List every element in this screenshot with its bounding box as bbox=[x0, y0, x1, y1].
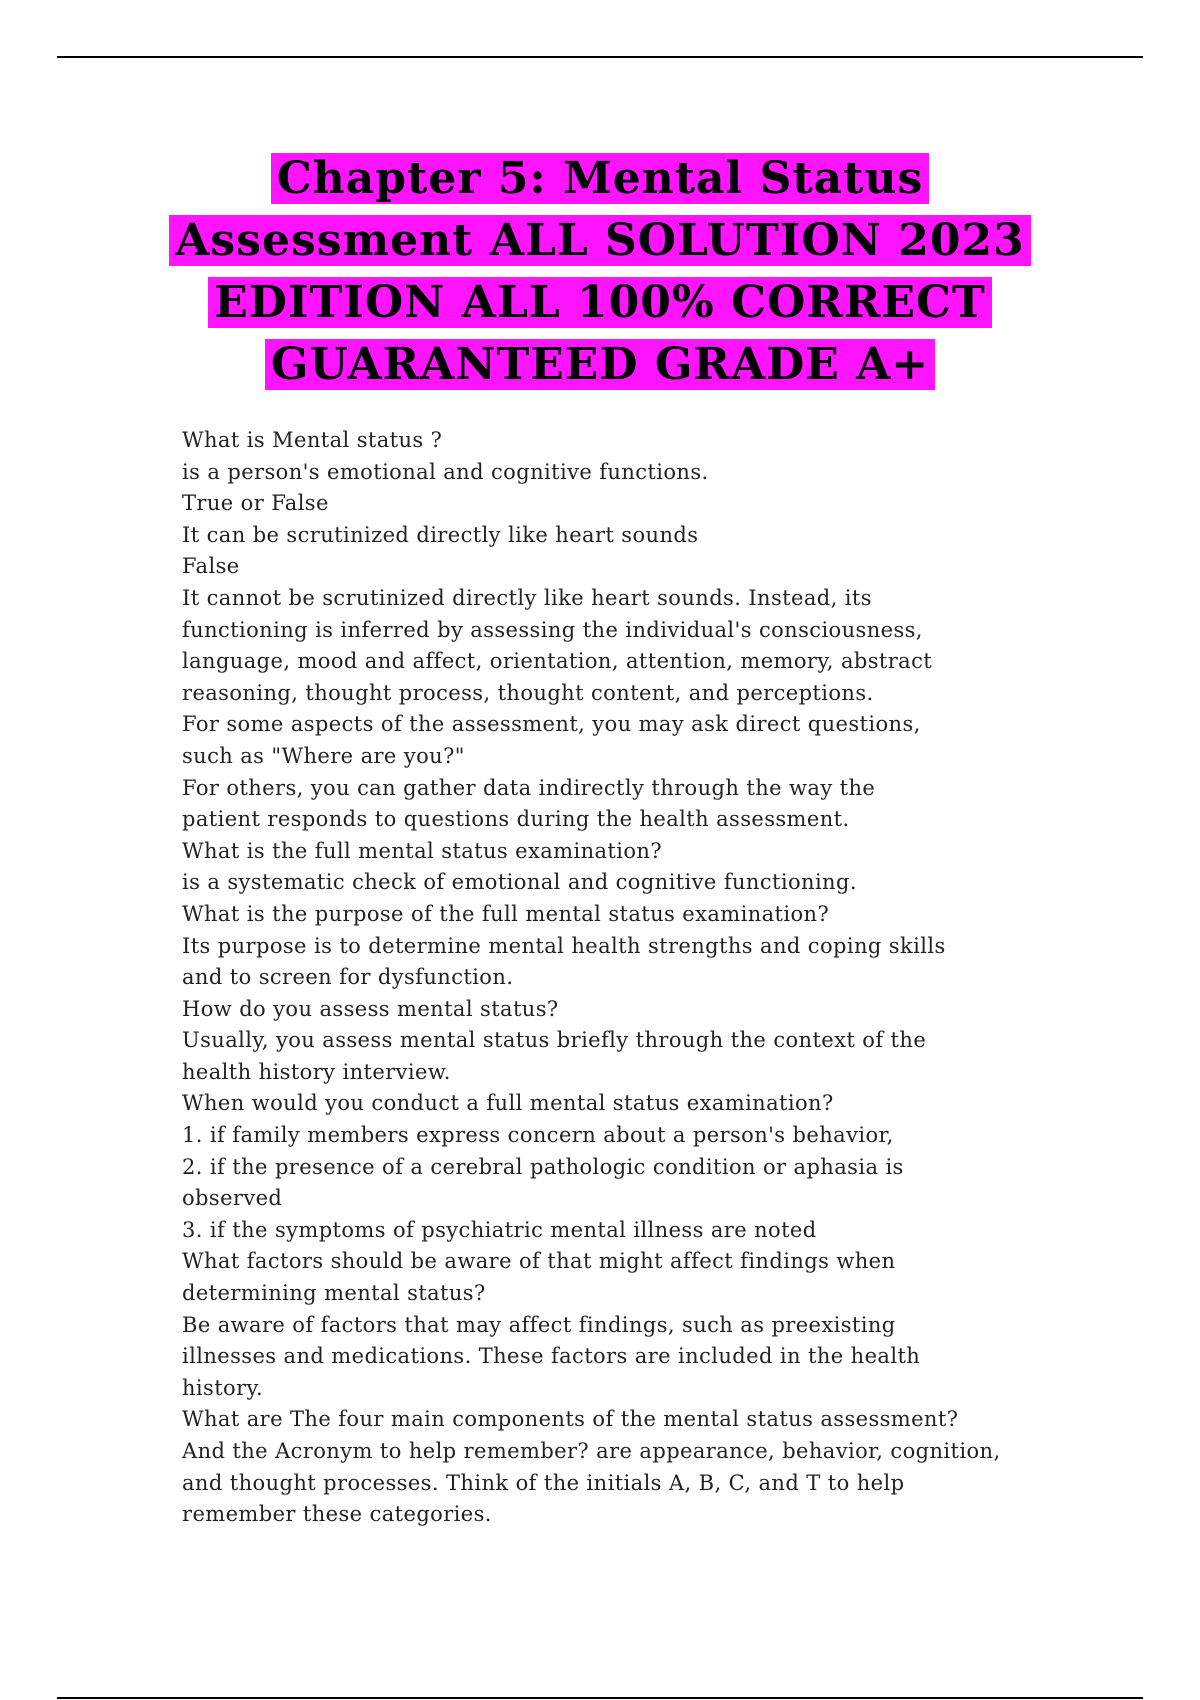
body-line: and to screen for dysfunction. bbox=[182, 965, 514, 990]
body-line: 2. if the presence of a cerebral pathologic condition or aphasia is bbox=[182, 1154, 904, 1179]
body-line: False bbox=[182, 554, 240, 579]
body-line: And the Acronym to help remember? are appearance, behavior, cognition, bbox=[182, 1439, 1001, 1463]
body-line: What is the purpose of the full mental status examination? bbox=[182, 901, 830, 926]
body-line: Its purpose is to determine mental health strengths and coping skills bbox=[182, 933, 946, 958]
body-line: patient responds to questions during the health assessment. bbox=[182, 807, 850, 832]
body-line: functioning is inferred by assessing the individual's consciousness, bbox=[182, 617, 923, 642]
body-line: What is Mental status ? bbox=[182, 428, 443, 452]
body-line: What are The four main components of the mental status assessment? bbox=[182, 1407, 959, 1432]
body-line: It can be scrutinized directly like heart sounds bbox=[182, 522, 699, 547]
body-line: reasoning, thought process, thought content, and perceptions. bbox=[182, 680, 874, 705]
body-line: determining mental status? bbox=[182, 1281, 486, 1306]
body-line: language, mood and affect, orientation, attention, memory, abstract bbox=[182, 649, 933, 674]
title-line: Chapter 5: Mental Status bbox=[0, 148, 1200, 210]
document-body bbox=[182, 425, 1062, 1531]
body-line: 3. if the symptoms of psychiatric mental illness are noted bbox=[182, 1217, 817, 1242]
body-line: Be aware of factors that may affect findings, such as preexisting bbox=[182, 1312, 896, 1337]
title-line: EDITION ALL 100% CORRECT bbox=[0, 272, 1200, 334]
title-line: Assessment ALL SOLUTION 2023 bbox=[0, 210, 1200, 272]
body-line: Usually, you assess mental status briefly through the context of the bbox=[182, 1028, 927, 1053]
body-line: 1. if family members express concern about a person's behavior, bbox=[182, 1123, 894, 1148]
body-line: How do you assess mental status? bbox=[182, 996, 559, 1021]
body-line: is a person's emotional and cognitive functions. bbox=[182, 459, 709, 484]
body-line: It cannot be scrutinized directly like heart sounds. Instead, its bbox=[182, 585, 872, 610]
body-line: For some aspects of the assessment, you may ask direct questions, bbox=[182, 712, 921, 737]
body-line: observed bbox=[182, 1186, 283, 1211]
body-line: illnesses and medications. These factors are included in the health bbox=[182, 1344, 921, 1369]
body-line: health history interview. bbox=[182, 1059, 451, 1084]
document-title bbox=[0, 148, 1200, 396]
body-line: When would you conduct a full mental status examination? bbox=[182, 1091, 834, 1116]
title-line: GUARANTEED GRADE A+ bbox=[0, 334, 1200, 396]
body-line: history. bbox=[182, 1375, 264, 1400]
top-rule bbox=[57, 56, 1143, 58]
body-line: For others, you can gather data indirectly through the way the bbox=[182, 775, 876, 800]
body-line: What is the full mental status examination? bbox=[182, 838, 662, 863]
body-line: and thought processes. Think of the initials A, B, C, and T to help bbox=[182, 1470, 905, 1495]
body-line: True or False bbox=[182, 491, 329, 516]
body-line: What factors should be aware of that might affect findings when bbox=[182, 1249, 896, 1274]
body-line: such as "Where are you?" bbox=[182, 743, 465, 768]
bottom-rule bbox=[57, 1697, 1143, 1699]
body-line: is a systematic check of emotional and cognitive functioning. bbox=[182, 870, 857, 895]
body-line: remember these categories. bbox=[182, 1502, 492, 1527]
